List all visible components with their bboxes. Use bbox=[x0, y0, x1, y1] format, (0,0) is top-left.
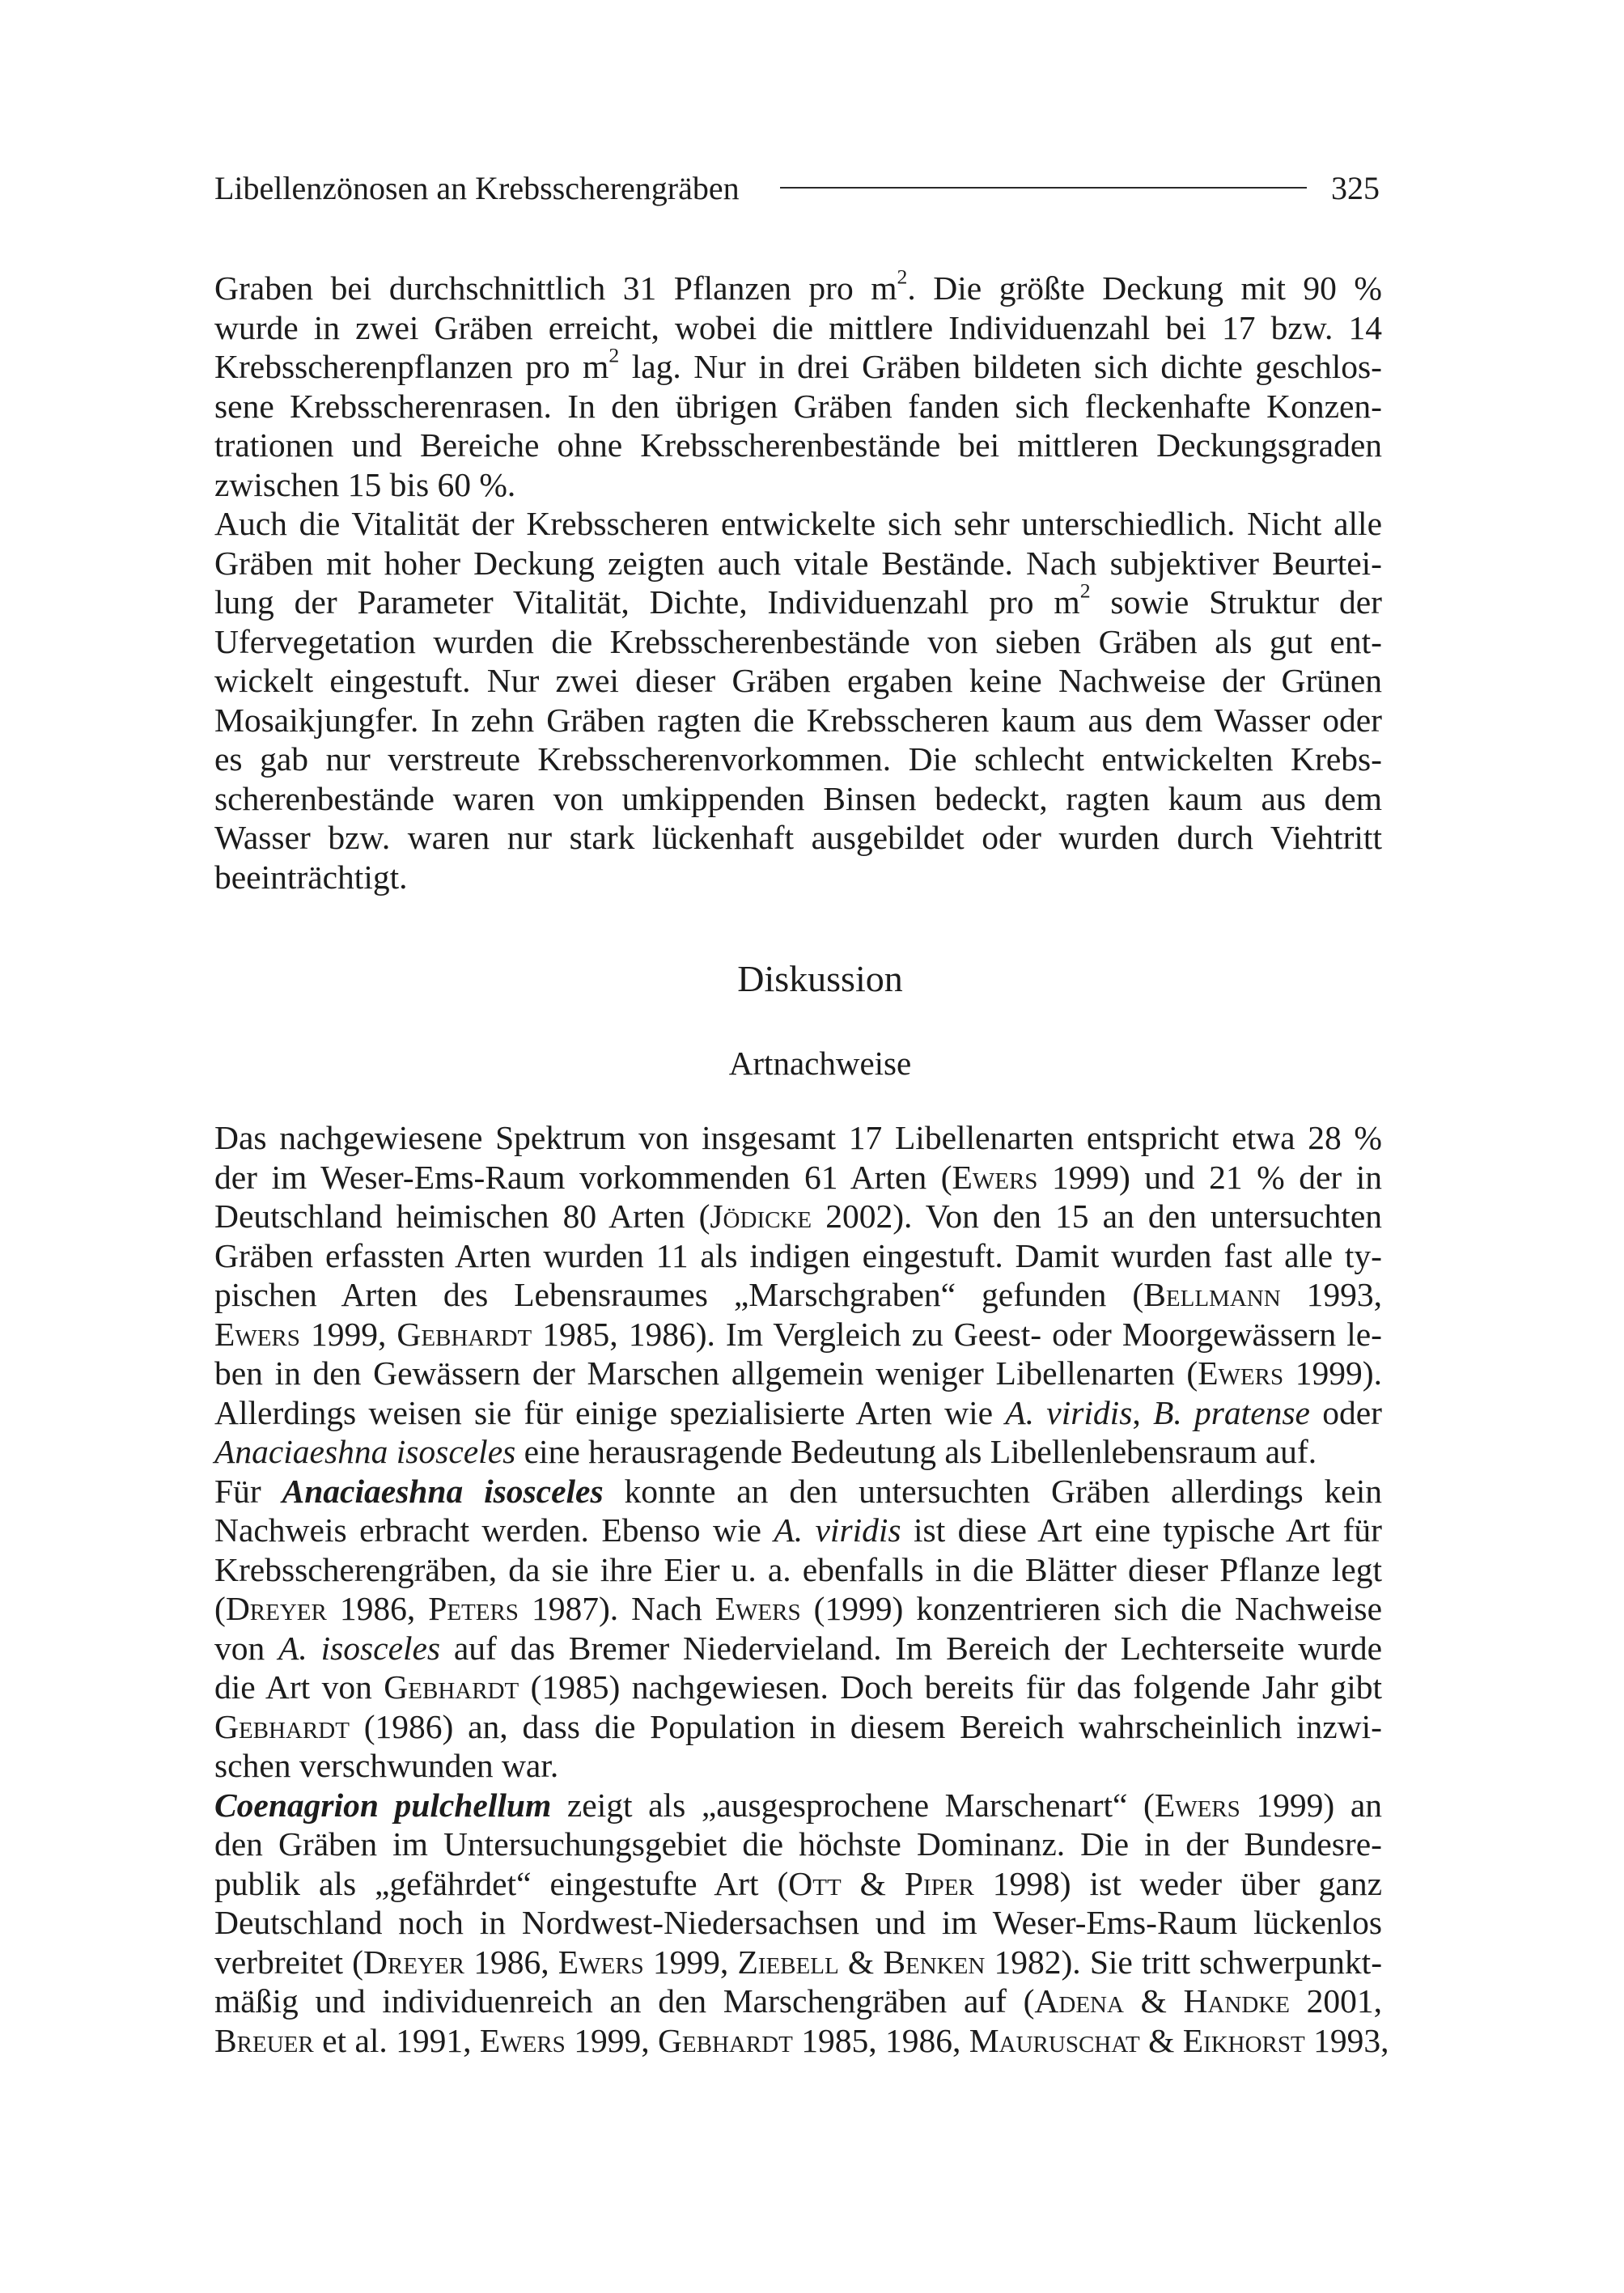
text-line: Deutschland noch in Nordwest-Niedersachsen und im Weser-Ems-Raum lückenlos bbox=[214, 1904, 1382, 1941]
text-line: verbreitet (Dreyer 1986, Ewers 1999, Ziebell & Benken 1982). Sie tritt schwerpunkt- bbox=[214, 1943, 1383, 1981]
text-line: zwischen 15 bis 60 %. bbox=[214, 465, 516, 503]
text-line: beeinträchtigt. bbox=[214, 858, 408, 896]
subsection-heading: Artnachweise bbox=[728, 1045, 912, 1082]
text-line: Gebhardt (1986) an, dass die Population in diesem Bereich wahrscheinlich inzwi- bbox=[214, 1707, 1382, 1745]
text-line: Breuer et al. 1991, Ewers 1999, Gebhardt 1985, 1986, Mauruschat & Eikhorst 1993, bbox=[214, 2021, 1389, 2059]
text-line: Deutschland heimischen 80 Arten (Jödicke 2002). Von den 15 an den untersuchten bbox=[214, 1197, 1382, 1235]
paragraph-5 bbox=[214, 1786, 1389, 2061]
text-line: Allerdings weisen sie für einige spezialisierte Arten wie A. viridis, B. pratense oder bbox=[214, 1393, 1382, 1431]
text-line: Krebsscherengräben, da sie ihre Eier u. a. ebenfalls in die Blätter dieser Pflanze legt bbox=[214, 1550, 1382, 1588]
results-text bbox=[214, 265, 1382, 896]
text-line: (Dreyer 1986, Peters 1987). Nach Ewers (1999) konzentrieren sich die Nachweise bbox=[214, 1590, 1382, 1627]
text-line: publik als „gefährdet“ eingestufte Art (Ott & Piper 1998) ist weder über ganz bbox=[214, 1864, 1382, 1902]
running-header bbox=[214, 163, 1380, 212]
text-line: die Art von Gebhardt (1985) nachgewiesen. Doch bereits für das folgende Jahr gibt bbox=[214, 1668, 1383, 1706]
text-line: Das nachgewiesene Spektrum von insgesamt 17 Libellenarten entspricht etwa 28 % bbox=[214, 1119, 1382, 1156]
text-line: Für Anaciaeshna isosceles konnte an den untersuchten Gräben allerdings kein bbox=[214, 1472, 1383, 1510]
text-line: den Gräben im Untersuchungsgebiet die höchste Dominanz. Die in der Bundesre- bbox=[214, 1825, 1382, 1863]
text-line: Gräben erfassten Arten wurden 11 als indigen eingestuft. Damit wurden fast alle ty- bbox=[214, 1236, 1382, 1274]
text-line: Gräben mit hoher Deckung zeigten auch vitale Bestände. Nach subjektiver Beurtei- bbox=[214, 544, 1382, 582]
text-line: Wasser bzw. waren nur stark lückenhaft ausgebildet oder wurden durch Viehtritt bbox=[214, 819, 1382, 856]
header-rule bbox=[780, 187, 1307, 189]
text-line: Mosaikjungfer. In zehn Gräben ragten die Krebsscheren kaum aus dem Wasser oder bbox=[214, 701, 1382, 739]
text-line: lung der Parameter Vitalität, Dichte, Individuenzahl pro $m^2$ sowie Struktur der bbox=[214, 579, 1382, 621]
text-line: ben in den Gewässern der Marschen allgemein weniger Libellenarten (Ewers 1999). bbox=[214, 1354, 1382, 1392]
text-line: Graben bei durchschnittlich 31 Pflanzen pro $m^2$. Die größte Deckung mit 90 % bbox=[214, 265, 1382, 307]
paragraph-3 bbox=[214, 1118, 1382, 1472]
section-heading: Diskussion bbox=[737, 958, 903, 999]
paragraph-1 bbox=[214, 265, 1382, 504]
text-line: schen verschwunden war. bbox=[214, 1747, 559, 1784]
text-line: scherenbestände waren von umkippenden Binsen bedeckt, ragten kaum aus dem bbox=[214, 779, 1382, 817]
text-line: mäßig und individuenreich an den Marschengräben auf (Adena & Handke 2001, bbox=[214, 1982, 1382, 2020]
text-line: der im Weser-Ems-Raum vorkommenden 61 Arten (Ewers 1999) und 21 % der in bbox=[214, 1158, 1382, 1196]
text-line: Ewers 1999, Gebhardt 1985, 1986). Im Vergleich zu Geest- oder Moorgewässern le- bbox=[214, 1315, 1382, 1353]
text-line: Ufervegetation wurden die Krebsscherenbestände von sieben Gräben als gut ent- bbox=[214, 622, 1382, 660]
text-line: Krebsscherenpflanzen pro $m^2$ lag. Nur in drei Gräben bildeten sich dichte geschlos- bbox=[214, 343, 1382, 385]
text-line: sene Krebsscherenrasen. In den übrigen Gräben fanden sich fleckenhafte Konzen- bbox=[214, 387, 1382, 425]
text-line: es gab nur verstreute Krebsscherenvorkommen. Die schlecht entwickelten Krebs- bbox=[214, 740, 1382, 778]
text-line: wurde in zwei Gräben erreicht, wobei die mittlere Individuenzahl bei 17 bzw. 14 bbox=[214, 308, 1382, 346]
page-number: 325 bbox=[1331, 169, 1380, 206]
running-title: Libellenzönosen an Krebsscherengräben bbox=[214, 169, 740, 206]
discussion-text bbox=[214, 1118, 1389, 2060]
text-line: wickelt eingestuft. Nur zwei dieser Gräben ergaben keine Nachweise der Grünen bbox=[214, 662, 1382, 699]
text-line: von A. isosceles auf das Bremer Niedervieland. Im Bereich der Lechterseite wurde bbox=[214, 1629, 1383, 1667]
paragraph-2 bbox=[214, 504, 1382, 896]
text-line: Nachweis erbracht werden. Ebenso wie A. viridis ist diese Art eine typische Art für bbox=[214, 1511, 1382, 1549]
paragraph-4 bbox=[214, 1472, 1382, 1786]
text-line: Coenagrion pulchellum zeigt als „ausgesprochene Marschenart“ (Ewers 1999) an bbox=[214, 1786, 1382, 1824]
text-line: trationen und Bereiche ohne Krebsscherenbestände bei mittleren Deckungsgraden bbox=[214, 426, 1382, 464]
text-line: Anaciaeshna isosceles eine herausragende Bedeutung als Libellenlebensraum auf. bbox=[214, 1433, 1317, 1470]
text-line: pischen Arten des Lebensraumes „Marschgraben“ gefunden (Bellmann 1993, bbox=[214, 1276, 1382, 1313]
text-line: Auch die Vitalität der Krebsscheren entwickelte sich sehr unterschiedlich. Nicht alle bbox=[214, 505, 1382, 542]
